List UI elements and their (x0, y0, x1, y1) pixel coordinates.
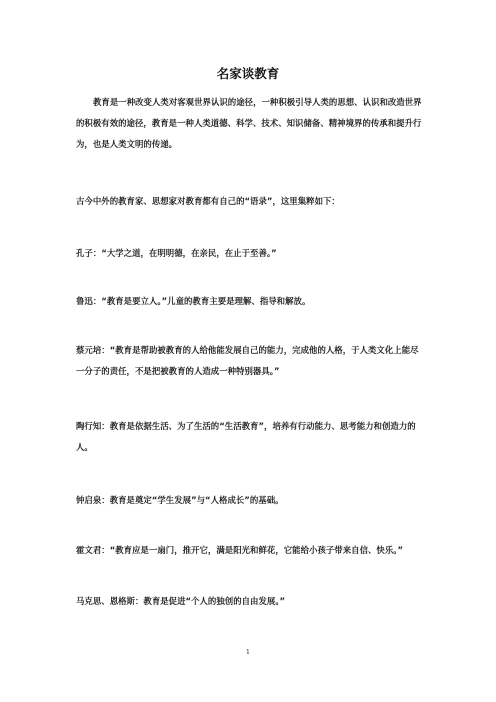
page-title: 名家谈教育 (216, 66, 280, 81)
quote-zhong-qiquan: 钟启泉：教育是奠定“学生发展”与“人格成长”的基础。 (76, 495, 284, 505)
quote-luxun: 鲁迅：“教育是要立人。”儿童的教育主要是理解、指导和解放。 (76, 296, 311, 306)
quotes-intro-paragraph: 古今中外的教育家、思想家对教育都有自己的“语录”，这里集粹如下： (76, 196, 340, 206)
quote-cai-yuanpei: 蔡元培：“教育是帮助被教育的人给他能发展自己的能力，完成他的人格，于人类文化上能尽一分子的责任，不是把被教育的人造成一种特别器具。” (76, 345, 419, 376)
quote-confucius: 孔子：“大学之道，在明明德，在亲民，在止于至善。” (76, 248, 277, 258)
quote-tao-xingzhi: 陶行知：教育是依据生活、为了生活的“生活教育”，培养有行动能力、思考能力和创造力的人。 (76, 421, 416, 452)
page-number: 1 (245, 648, 251, 656)
intro-paragraph: 教育是一种改变人类对客观世界认识的途径，一种积极引导人类的思想、认识和改造世界的积极有效的途径，教育是一种人类道德、科学、技术、知识储备、精神境界的传承和提升行为，也是人类文明的传递。 (76, 97, 422, 149)
quote-marx-engels: 马克思、恩格斯：教育是促进“个人的独创的自由发展。” (76, 596, 286, 606)
quote-huo-wenjun: 霍文君：“教育应是一扇门，推开它，满是阳光和鲜花，它能给小孩子带来自信、快乐。” (76, 545, 404, 555)
